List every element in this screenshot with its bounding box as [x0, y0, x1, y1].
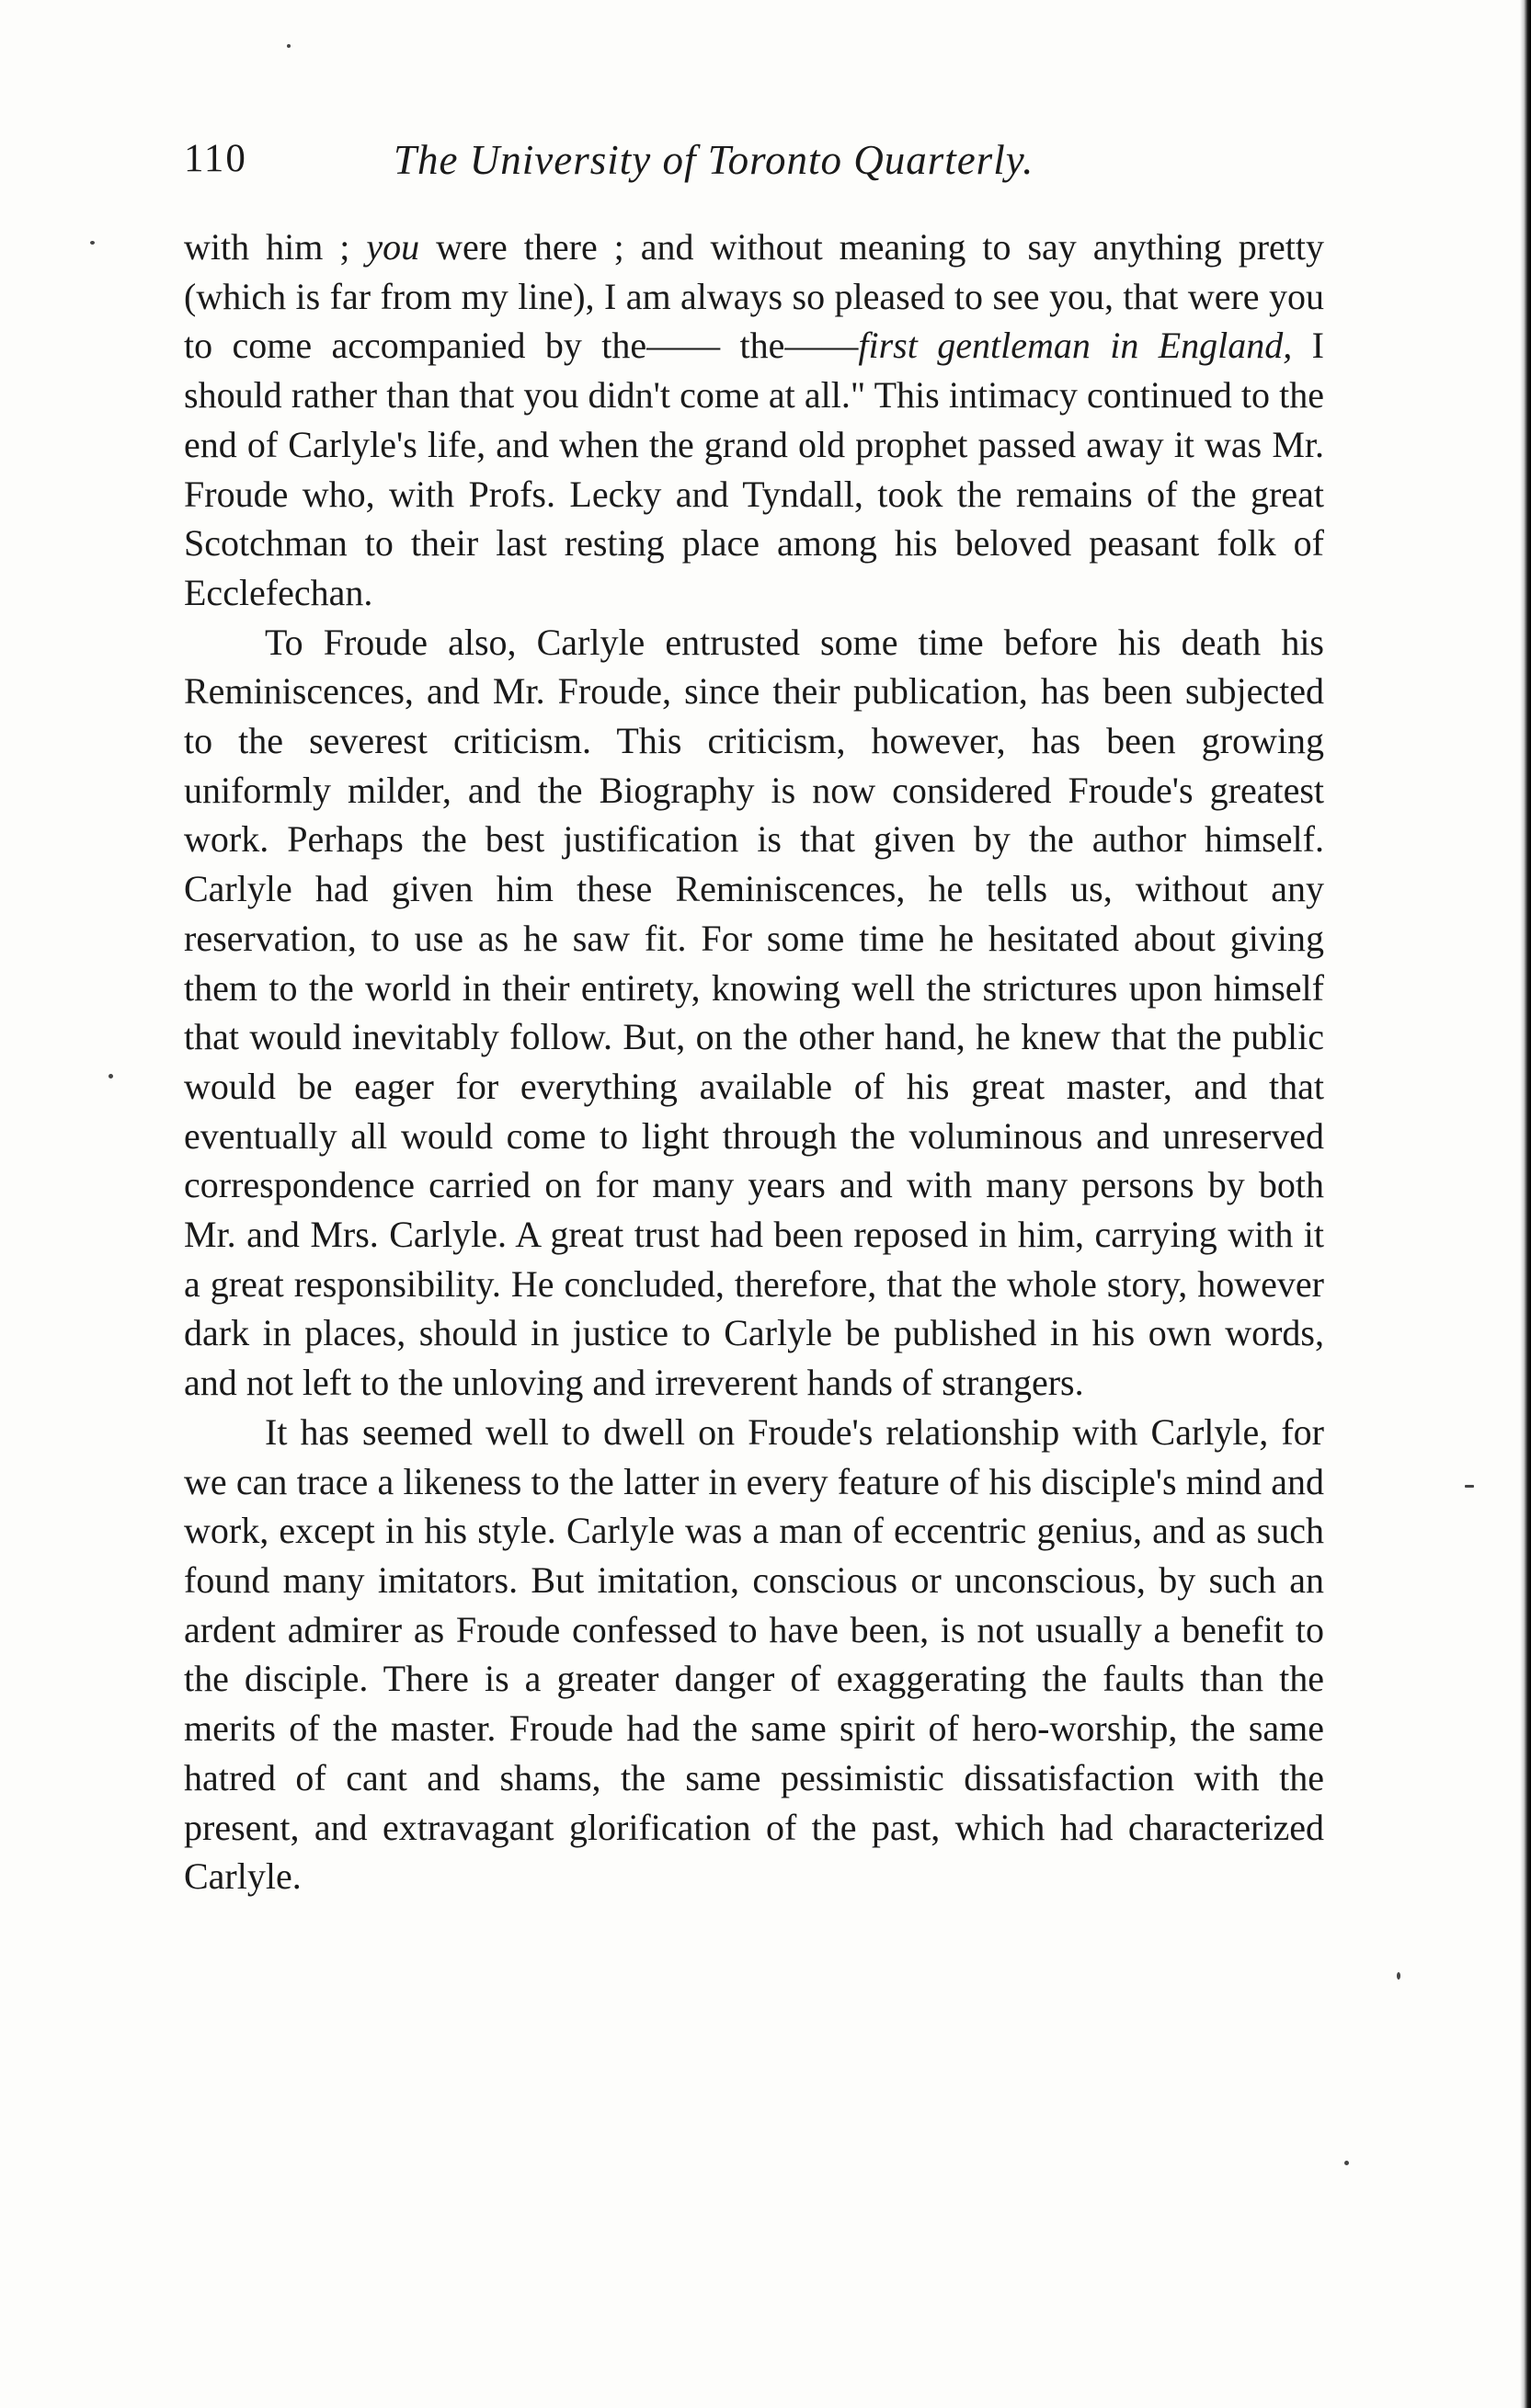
margin-speck: [287, 44, 291, 48]
page-edge-shadow: [1520, 0, 1531, 2408]
paragraph-2: To Froude also, Carlyle entrusted some time before his death his Reminiscences, and Mr. Froude, since their publication, has been subjected to the severest criticism. This criticism, however, has been growing uniformly milder, and the Biography is now considered Froude's greatest work. Perhaps the best justification is that given by the author himself. Carlyle had given him these Reminiscences, he tells us, without any reservation, to use as he saw fit. For some time he hesitated about giving them to the world in their entirety, knowing well the strictures upon himself that would inevitably follow. But, on the other hand, he knew that the public would be eager for everything available of his great master, and that eventually all would come to light through the voluminous and unreserved correspondence carried on for many years and with many persons by both Mr. and Mrs. Carlyle. A great trust had been reposed in him, carrying with it a great responsibility. He concluded, therefore, that the whole story, however dark in places, should in justice to Carlyle be published in his own words, and not left to the unloving and irreverent hands of strangers.: [184, 621, 1324, 1404]
margin-speck: [90, 241, 95, 245]
paragraph-1-italic-you: you: [366, 226, 420, 268]
paragraph-3: It has seemed well to dwell on Froude's relationship with Carlyle, for we can trace a likeness to the latter in every feature of his disciple's mind and work, except in his style. Carlyle was a man of eccentric genius, and as such found many imitators. But imitation, conscious or unconscious, by such an ardent admirer as Froude confessed to have been, is not usually a benefit to the disciple. There is a greater danger of exaggerating the faults than the merits of the master. Froude had the same spirit of hero-worship, the same hatred of cant and shams, the same pessimistic dissatisfaction with the present, and extravagant glorification of the past, which had characterized Carlyle.: [184, 1410, 1324, 1898]
paragraph-1-part-a: with him ;: [184, 226, 367, 268]
margin-speck: [1344, 2161, 1349, 2165]
margin-speck: [1465, 1485, 1474, 1488]
page-number: 110: [184, 137, 247, 180]
paragraph-1: [184, 223, 1324, 618]
paragraph-1-part-e: I should rather than that you didn't come at all." This intimacy continued to the end of Carlyle's life, and when the grand old prophet passed away it was Mr. Froude who, with Profs. Lecky and Tyndall, took the remains of the great Scotchman to their last resting place among his beloved peasant folk of Ecclefechan.: [184, 325, 1324, 613]
paragraph-1-italic-first-gentleman: first gentleman in England,: [858, 325, 1293, 367]
page-header: [184, 136, 1324, 191]
margin-speck: [109, 1074, 113, 1078]
body-text: [184, 223, 1324, 1901]
paragraph-1-part-c: were there ; and without meaning to say anything pretty (which is far from my line), I am always so pleased to see you, that were you to come accompanied by the—— the——: [184, 226, 1324, 367]
running-title: The University of Toronto Quarterly.: [394, 137, 1034, 183]
margin-speck: [1397, 1972, 1400, 1980]
